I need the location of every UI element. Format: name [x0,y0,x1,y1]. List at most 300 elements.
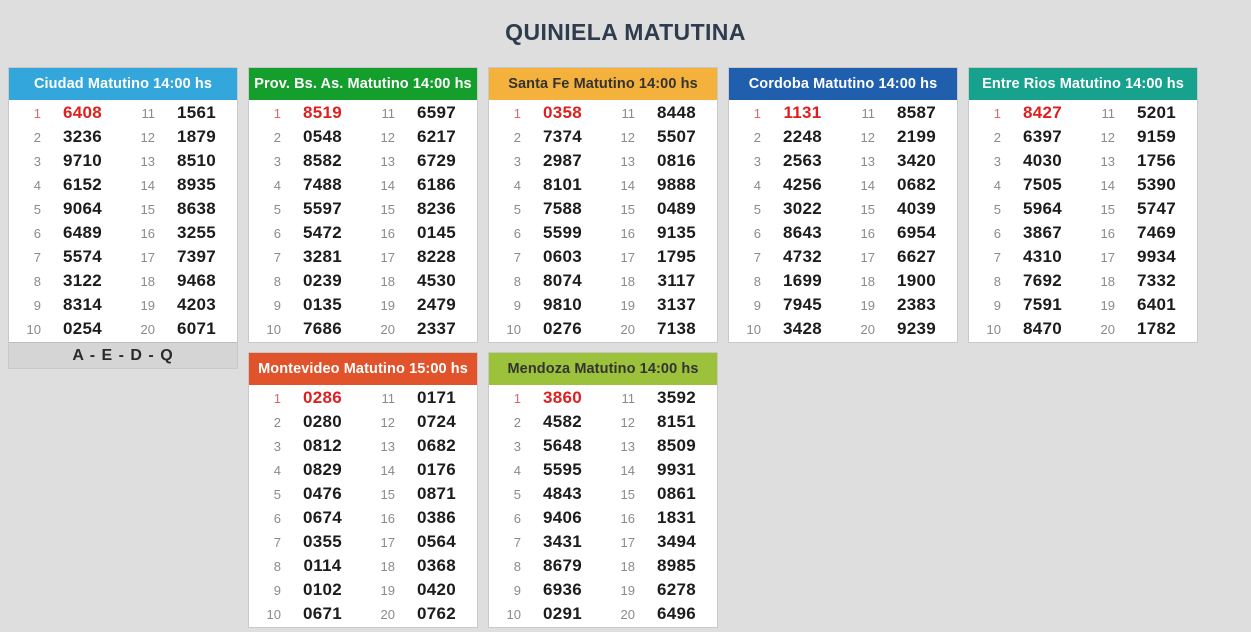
position-number: 16 [140,225,155,241]
position-number: 18 [620,558,635,574]
position-number: 6 [513,225,521,241]
position-number: 1 [513,105,521,121]
position-number: 20 [860,321,875,337]
result-number: 3420 [896,151,937,171]
result-number: 0286 [302,388,343,408]
result-row [9,221,237,245]
result-row [9,197,237,221]
position-number: 13 [1100,153,1115,169]
position-number: 17 [380,534,395,550]
position-number: 7 [273,249,281,265]
result-row [9,101,237,125]
result-number: 8101 [542,175,583,195]
result-number: 0358 [542,103,583,123]
result-number: 9406 [542,508,583,528]
result-number: 7945 [782,295,823,315]
position-number: 1 [273,390,281,406]
result-number: 8236 [416,199,457,219]
position-number: 18 [380,558,395,574]
result-number: 1831 [656,508,697,528]
result-number: 5595 [542,460,583,480]
position-number: 12 [140,129,155,145]
result-number: 1879 [176,127,217,147]
result-number: 0145 [416,223,457,243]
result-row [489,101,717,125]
panels-row-top [0,67,1251,364]
position-number: 2 [33,129,41,145]
result-row [249,245,477,269]
position-number: 13 [380,438,395,454]
position-number: 9 [33,297,41,313]
result-number: 6627 [896,247,937,267]
result-row [729,317,957,341]
position-number: 12 [380,129,395,145]
result-row [969,317,1197,341]
result-row [489,173,717,197]
result-number: 7488 [302,175,343,195]
result-row [249,602,477,626]
result-number: 9810 [542,295,583,315]
position-number: 18 [140,273,155,289]
result-number: 8228 [416,247,457,267]
result-number: 7591 [1022,295,1063,315]
position-number: 19 [620,582,635,598]
position-number: 2 [753,129,761,145]
result-row [249,173,477,197]
result-number: 0135 [302,295,343,315]
result-number: 3860 [542,388,583,408]
result-number: 1699 [782,271,823,291]
result-number: 3255 [176,223,217,243]
position-number: 18 [620,273,635,289]
result-number: 9931 [656,460,697,480]
position-number: 11 [381,105,395,121]
result-number: 8582 [302,151,343,171]
result-number: 9710 [62,151,103,171]
result-number: 3431 [542,532,583,552]
result-row [969,269,1197,293]
position-number: 13 [140,153,155,169]
result-row [249,101,477,125]
result-number: 0724 [416,412,457,432]
panel-body-ciudad [9,100,237,342]
position-number: 11 [861,105,875,121]
position-number: 2 [513,414,521,430]
result-number: 0829 [302,460,343,480]
position-number: 16 [860,225,875,241]
panel-cordoba [728,67,958,343]
result-row [249,221,477,245]
position-number: 1 [513,390,521,406]
result-number: 0871 [416,484,457,504]
position-number: 10 [266,606,281,622]
position-number: 3 [273,438,281,454]
result-number: 8448 [656,103,697,123]
position-number: 12 [860,129,875,145]
result-number: 6397 [1022,127,1063,147]
result-number: 7397 [176,247,217,267]
position-number: 6 [273,510,281,526]
result-number: 6496 [656,604,697,624]
position-number: 17 [860,249,875,265]
result-number: 8510 [176,151,217,171]
position-number: 14 [380,462,395,478]
panel-montevideo [248,352,478,628]
panels-row-bottom [0,352,1251,628]
result-row [249,458,477,482]
result-row [729,197,957,221]
position-number: 6 [273,225,281,241]
result-number: 8985 [656,556,697,576]
position-number: 5 [513,486,521,502]
position-number: 11 [621,105,635,121]
result-row [969,149,1197,173]
position-number: 14 [140,177,155,193]
result-number: 3494 [656,532,697,552]
position-number: 1 [33,105,41,121]
position-number: 7 [993,249,1001,265]
result-number: 0564 [416,532,457,552]
panel-header-cordoba: Cordoba Matutino 14:00 hs [729,68,957,100]
result-row [489,410,717,434]
position-number: 7 [753,249,761,265]
result-number: 7332 [1136,271,1177,291]
result-number: 3022 [782,199,823,219]
position-number: 16 [620,510,635,526]
result-number: 1561 [176,103,217,123]
result-number: 8643 [782,223,823,243]
result-number: 6954 [896,223,937,243]
position-number: 14 [1100,177,1115,193]
position-number: 15 [620,201,635,217]
result-row [249,410,477,434]
result-number: 9135 [656,223,697,243]
result-number: 6152 [62,175,103,195]
result-row [729,221,957,245]
position-number: 18 [380,273,395,289]
result-number: 6401 [1136,295,1177,315]
position-number: 3 [753,153,761,169]
result-number: 0171 [416,388,457,408]
panel-body-santa-fe [489,100,717,342]
position-number: 2 [273,414,281,430]
result-number: 9468 [176,271,217,291]
result-row [9,269,237,293]
result-row [489,530,717,554]
panel-header-montevideo: Montevideo Matutino 15:00 hs [249,353,477,385]
result-number: 6186 [416,175,457,195]
result-number: 7692 [1022,271,1063,291]
position-number: 17 [620,249,635,265]
result-row [489,458,717,482]
position-number: 2 [513,129,521,145]
position-number: 10 [506,321,521,337]
result-number: 0476 [302,484,343,504]
page-title-regular: QUINIELA [505,19,619,46]
panel-body-mendoza [489,385,717,627]
result-number: 0102 [302,580,343,600]
position-number: 8 [993,273,1001,289]
position-number: 4 [513,462,521,478]
result-row [249,530,477,554]
position-number: 5 [33,201,41,217]
result-number: 3236 [62,127,103,147]
panel-header-prov-bs-as: Prov. Bs. As. Matutino 14:00 hs [249,68,477,100]
result-number: 0671 [302,604,343,624]
result-number: 1756 [1136,151,1177,171]
position-number: 19 [860,297,875,313]
position-number: 1 [993,105,1001,121]
result-number: 6278 [656,580,697,600]
result-number: 1782 [1136,319,1177,339]
panel-body-montevideo [249,385,477,627]
result-number: 4582 [542,412,583,432]
position-number: 12 [620,129,635,145]
result-number: 2987 [542,151,583,171]
position-number: 8 [33,273,41,289]
result-number: 9934 [1136,247,1177,267]
position-number: 14 [620,177,635,193]
position-number: 16 [380,510,395,526]
result-number: 0420 [416,580,457,600]
result-number: 3117 [657,271,696,291]
position-number: 7 [33,249,41,265]
position-number: 13 [380,153,395,169]
position-number: 13 [620,438,635,454]
result-row [249,434,477,458]
position-number: 8 [513,558,521,574]
position-number: 18 [1100,273,1115,289]
position-number: 17 [1100,249,1115,265]
result-number: 9064 [62,199,103,219]
position-number: 15 [380,201,395,217]
result-row [489,221,717,245]
result-number: 5507 [656,127,697,147]
result-row [9,317,237,341]
panel-header-entre-rios: Entre Rios Matutino 14:00 hs [969,68,1197,100]
result-number: 8935 [176,175,217,195]
position-number: 15 [1100,201,1115,217]
result-row [249,506,477,530]
panel-header-mendoza: Mendoza Matutino 14:00 hs [489,353,717,385]
position-number: 3 [513,438,521,454]
position-number: 15 [380,486,395,502]
result-number: 0280 [302,412,343,432]
position-number: 11 [141,105,155,121]
result-row [489,149,717,173]
result-number: 2563 [782,151,823,171]
position-number: 12 [1100,129,1115,145]
position-number: 14 [620,462,635,478]
result-row [969,245,1197,269]
result-number: 7374 [542,127,583,147]
position-number: 9 [753,297,761,313]
result-row [9,173,237,197]
position-number: 19 [1100,297,1115,313]
result-number: 0276 [542,319,583,339]
result-number: 0812 [302,436,343,456]
position-number: 7 [273,534,281,550]
result-number: 3428 [782,319,823,339]
position-number: 8 [273,273,281,289]
position-number: 9 [273,582,281,598]
position-number: 20 [620,606,635,622]
result-row [489,293,717,317]
position-number: 1 [273,105,281,121]
result-row [489,506,717,530]
position-number: 4 [273,462,281,478]
position-number: 4 [33,177,41,193]
result-number: 4843 [542,484,583,504]
result-number: 8519 [302,103,343,123]
result-row [249,269,477,293]
position-number: 15 [860,201,875,217]
position-number: 4 [273,177,281,193]
position-number: 5 [273,486,281,502]
panel-mendoza [488,352,718,628]
position-number: 17 [620,534,635,550]
result-row [489,317,717,341]
result-row [729,149,957,173]
position-number: 14 [860,177,875,193]
result-number: 9239 [896,319,937,339]
result-number: 6071 [176,319,217,339]
result-number: 6408 [62,103,103,123]
panel-prov-bs-as [248,67,478,343]
result-number: 0239 [302,271,343,291]
result-row [489,125,717,149]
position-number: 11 [1101,105,1115,121]
result-number: 8314 [62,295,103,315]
result-row [249,482,477,506]
result-number: 5201 [1136,103,1177,123]
result-number: 0682 [416,436,457,456]
result-row [489,482,717,506]
result-number: 0368 [416,556,457,576]
position-number: 19 [380,582,395,598]
result-number: 8151 [656,412,697,432]
result-number: 2383 [896,295,937,315]
position-number: 20 [380,606,395,622]
position-number: 6 [33,225,41,241]
position-number: 10 [266,321,281,337]
result-number: 1900 [896,271,937,291]
result-row [249,149,477,173]
position-number: 8 [273,558,281,574]
position-number: 12 [380,414,395,430]
position-number: 2 [993,129,1001,145]
result-row [249,125,477,149]
result-number: 0603 [542,247,583,267]
result-row [729,125,957,149]
result-number: 8470 [1022,319,1063,339]
result-row [489,554,717,578]
result-number: 4530 [416,271,457,291]
panel-entre-rios [968,67,1198,343]
result-number: 0176 [416,460,457,480]
position-number: 9 [513,297,521,313]
result-number: 8509 [656,436,697,456]
panel-body-entre-rios [969,100,1197,342]
position-number: 19 [620,297,635,313]
result-row [729,293,957,317]
result-row [969,173,1197,197]
result-number: 6729 [416,151,457,171]
position-number: 16 [380,225,395,241]
result-number: 4256 [782,175,823,195]
result-row [969,101,1197,125]
position-number: 10 [506,606,521,622]
result-number: 5648 [542,436,583,456]
result-number: 8427 [1022,103,1063,123]
position-number: 20 [1100,321,1115,337]
result-number: 6217 [416,127,457,147]
result-number: 1131 [783,103,822,123]
result-row [249,317,477,341]
position-number: 20 [140,321,155,337]
result-row [9,125,237,149]
result-row [969,293,1197,317]
result-row [249,554,477,578]
result-number: 2199 [896,127,937,147]
result-row [489,197,717,221]
result-number: 6936 [542,580,583,600]
result-number: 5964 [1022,199,1063,219]
position-number: 12 [620,414,635,430]
result-number: 5599 [542,223,583,243]
result-number: 4732 [782,247,823,267]
position-number: 16 [620,225,635,241]
result-number: 0682 [896,175,937,195]
position-number: 10 [746,321,761,337]
position-number: 10 [26,321,41,337]
position-number: 20 [380,321,395,337]
result-number: 7505 [1022,175,1063,195]
position-number: 18 [860,273,875,289]
result-row [489,434,717,458]
position-number: 7 [513,534,521,550]
result-number: 5597 [302,199,343,219]
position-number: 3 [33,153,41,169]
result-number: 4310 [1022,247,1063,267]
result-number: 0386 [416,508,457,528]
result-number: 8074 [542,271,583,291]
result-number: 7469 [1136,223,1177,243]
result-number: 6597 [416,103,457,123]
position-number: 5 [753,201,761,217]
result-number: 3137 [656,295,697,315]
position-number: 8 [753,273,761,289]
result-row [489,386,717,410]
result-number: 0355 [302,532,343,552]
result-number: 4203 [176,295,217,315]
position-number: 3 [993,153,1001,169]
position-number: 9 [273,297,281,313]
position-number: 2 [273,129,281,145]
result-number: 5472 [302,223,343,243]
position-number: 19 [140,297,155,313]
result-number: 8587 [896,103,937,123]
position-number: 11 [621,390,635,406]
panel-footer-letters: A - E - D - Q [9,342,237,368]
result-number: 4030 [1022,151,1063,171]
result-row [729,173,957,197]
result-number: 2479 [416,295,457,315]
result-row [489,578,717,602]
position-number: 5 [993,201,1001,217]
page-title-bold: MATUTINA [624,19,746,46]
position-number: 20 [620,321,635,337]
